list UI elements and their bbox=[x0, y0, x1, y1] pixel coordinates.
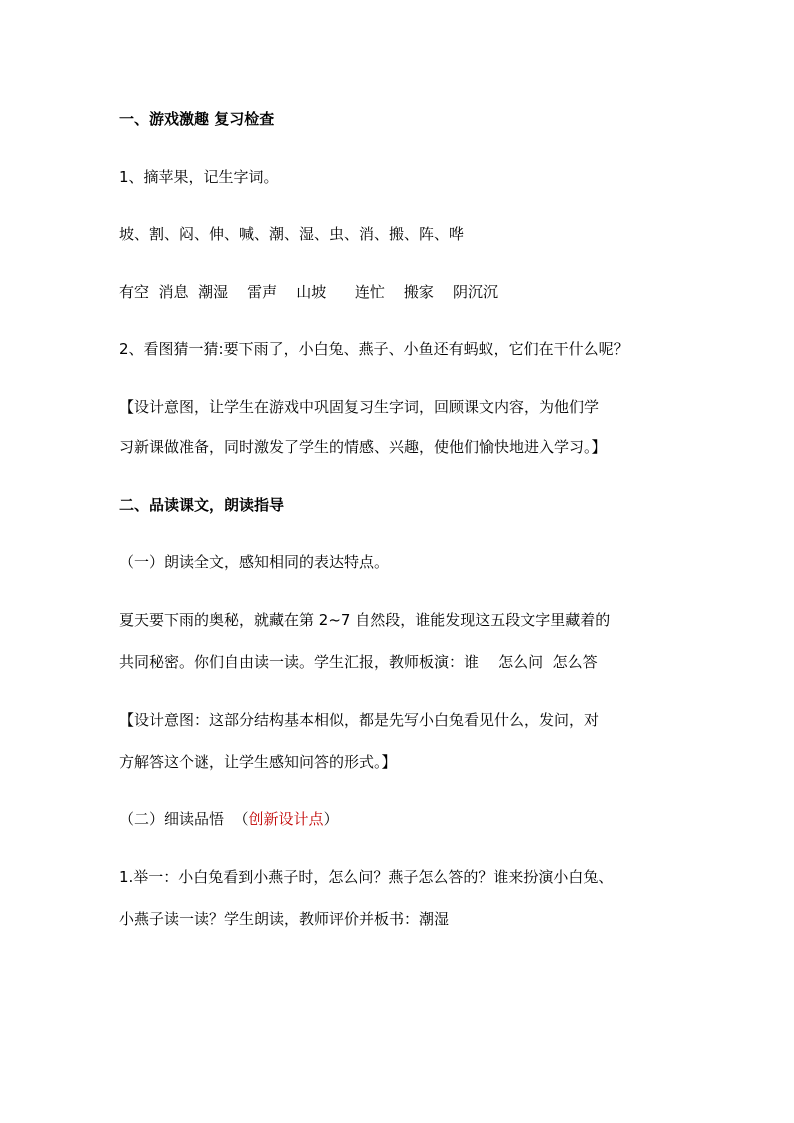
paragraph-line2: 共同秘密。你们自由读一读。学生汇报，教师板演：谁 怎么问 怎么答 bbox=[119, 653, 598, 671]
paragraph-line1: 夏天要下雨的奥秘，就藏在第 2~7 自然段，谁能发现这五段文字里藏着的 bbox=[119, 611, 611, 629]
design-note-line1: 【设计意图，让学生在游戏中巩固复习生字词，回顾课文内容，为他们学 bbox=[119, 398, 600, 416]
section2-sub2 bbox=[119, 809, 689, 829]
item-line1: 1.举一：小白兔看到小燕子时，怎么问？燕子怎么答的？谁来扮演小白兔、 bbox=[119, 868, 614, 886]
section1-heading: 一、游戏激趣 复习检查 bbox=[119, 110, 275, 128]
item-line2: 小燕子读一读？学生朗读，教师评价并板书：潮湿 bbox=[119, 910, 450, 928]
sub2-suffix: ） bbox=[323, 810, 339, 828]
innovation-point-label: 创新设计点 bbox=[248, 810, 324, 828]
word-list: 有空 消息 潮湿 雷声 山坡 连忙 搬家 阴沉沉 bbox=[119, 283, 498, 301]
character-list: 坡、割、闷、伸、喊、潮、湿、虫、消、搬、阵、哗 bbox=[119, 225, 465, 243]
section1-item2: 2、看图猜一猜:要下雨了，小白兔、燕子、小鱼还有蚂蚁，它们在干什么呢？ bbox=[119, 340, 629, 358]
section1-item1: 1、摘苹果，记生字词。 bbox=[119, 168, 279, 186]
sub2-prefix: （二）细读品悟 （ bbox=[119, 810, 249, 828]
design-note-line2: 习新课做准备，同时激发了学生的情感、兴趣，使他们愉快地进入学习。】 bbox=[119, 438, 607, 456]
section2-heading: 二、品读课文，朗读指导 bbox=[119, 496, 285, 514]
design-note2-line1: 【设计意图：这部分结构基本相似，都是先写小白兔看见什么，发问，对 bbox=[119, 711, 600, 729]
design-note2-line2: 方解答这个谜，让学生感知问答的形式。】 bbox=[119, 753, 397, 771]
section2-sub1: （一）朗读全文，感知相同的表达特点。 bbox=[119, 553, 390, 571]
